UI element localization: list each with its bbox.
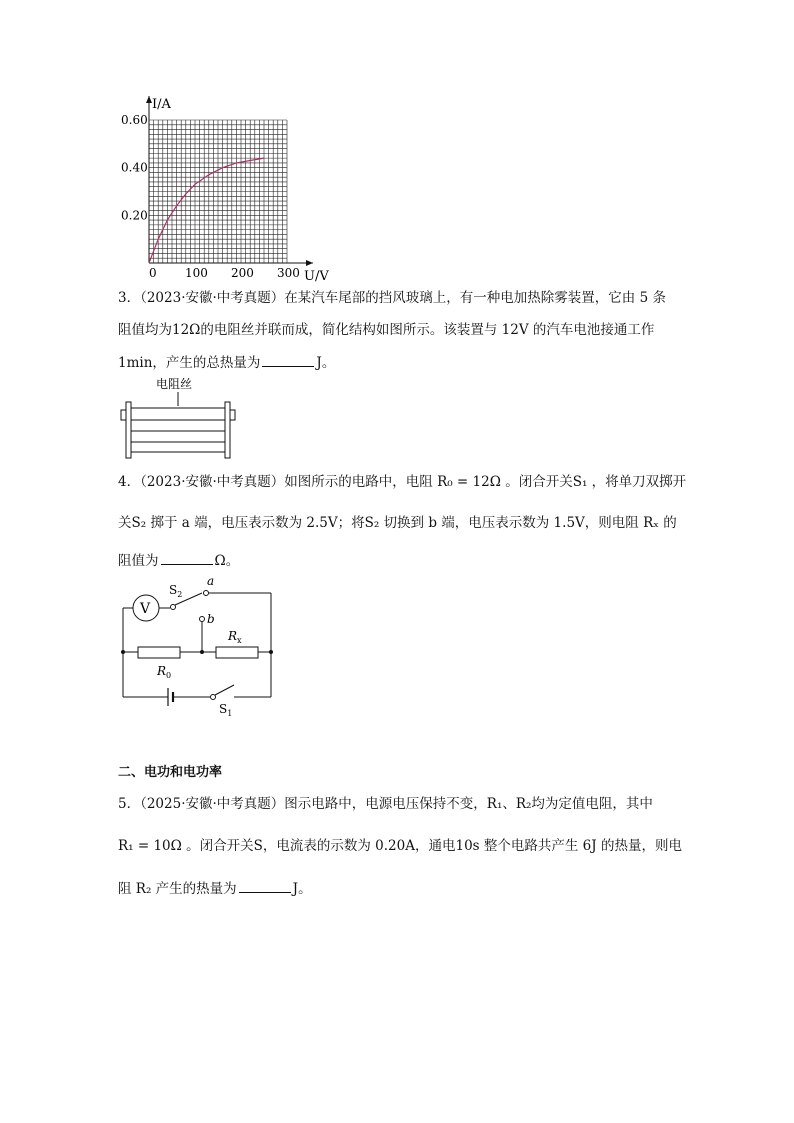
iu-graph (108, 88, 348, 288)
circuit-diagram (116, 572, 278, 720)
q3-line3-pre: 1min，产生的总热量为 (118, 355, 261, 371)
chart-axes (146, 96, 313, 266)
svg-text:S2 (169, 583, 182, 599)
chart-grid (149, 120, 287, 263)
q4-line3-pre: 阻值为 (118, 553, 159, 569)
y-axis-label: I/A (152, 97, 171, 112)
s2-sub: 2 (177, 590, 183, 599)
y-tick-label: 0.40 (121, 160, 148, 175)
s1-label: S (219, 702, 228, 716)
q4-line2: 关S₂ 掷于 a 端，电压表示数为 2.5V；将S₂ 切换到 b 端，电压表示数为 1.5V，则电阻 Rₓ 的 (118, 515, 677, 531)
q4-line3-post: Ω。 (214, 553, 240, 569)
resistor-r0 (138, 647, 180, 658)
s1-sub: 1 (227, 709, 233, 718)
svg-text:Rx (227, 629, 242, 645)
voltmeter-label: V (140, 601, 151, 617)
q3-line3 (118, 352, 335, 373)
q4-line3 (118, 550, 239, 571)
q5-line2: R₁ = 10Ω 。闭合开关S，电流表的示数为 0.20A，通电10s 整个电路共产生 6J 的热量，则电 (118, 838, 682, 854)
x-tick-label: 200 (231, 266, 254, 280)
q3-line1: 3．（2023·安徽·中考真题）在某汽车尾部的挡风玻璃上，有一种电加热除雾装置，它由 5 条 (118, 290, 666, 306)
y-tick-label: 0.20 (121, 208, 148, 223)
x-tick-label: 0 (149, 266, 157, 280)
heater-label: 电阻丝 (156, 377, 193, 391)
q4-line1: 4．（2023·安徽·中考真题）如图所示的电路中，电阻 R₀ = 12Ω 。闭合开关S₁ ，将单刀双掷开 (118, 474, 687, 490)
r0-label: R (157, 664, 167, 678)
q5-line3-post: J。 (292, 881, 312, 897)
contact-b-label: b (207, 612, 215, 626)
x-tick-label: 100 (185, 266, 208, 280)
contact-a-label: a (207, 574, 215, 588)
rx-sub: x (237, 636, 242, 645)
heater-figure (116, 376, 246, 462)
rx-label: R (228, 629, 238, 643)
q4-answer-blank[interactable] (161, 550, 213, 565)
resistance-wires (131, 408, 225, 452)
q3-line3-post: J。 (316, 355, 336, 371)
svg-text:R0 (156, 664, 171, 680)
x-axis-arrow (306, 260, 313, 266)
section-heading: 二、电功和电功率 (118, 765, 223, 780)
x-tick-label: 300 (277, 266, 300, 280)
s2-label: S (169, 583, 178, 597)
q5-line3-pre: 阻 R₂ 产生的热量为 (118, 881, 237, 897)
x-axis-label: U/V (304, 269, 329, 284)
y-tick-label: 0.60 (121, 113, 148, 127)
q3-line2: 阻值均为12Ω的电阻丝并联而成，简化结构如图所示。该装置与 12V 的汽车电池接通工作 (118, 322, 655, 338)
r0-sub: 0 (166, 671, 172, 680)
q3-answer-blank[interactable] (262, 352, 314, 367)
q5-answer-blank[interactable] (239, 878, 291, 893)
q5-line3 (118, 878, 312, 899)
q5-line1: 5．（2025·安徽·中考真题）图示电路中，电源电压保持不变，R₁、R₂均为定值电阻，其中 (118, 796, 653, 812)
svg-text:S1 (219, 702, 232, 718)
switch-s1-blade (215, 685, 234, 695)
resistor-rx (216, 647, 258, 658)
